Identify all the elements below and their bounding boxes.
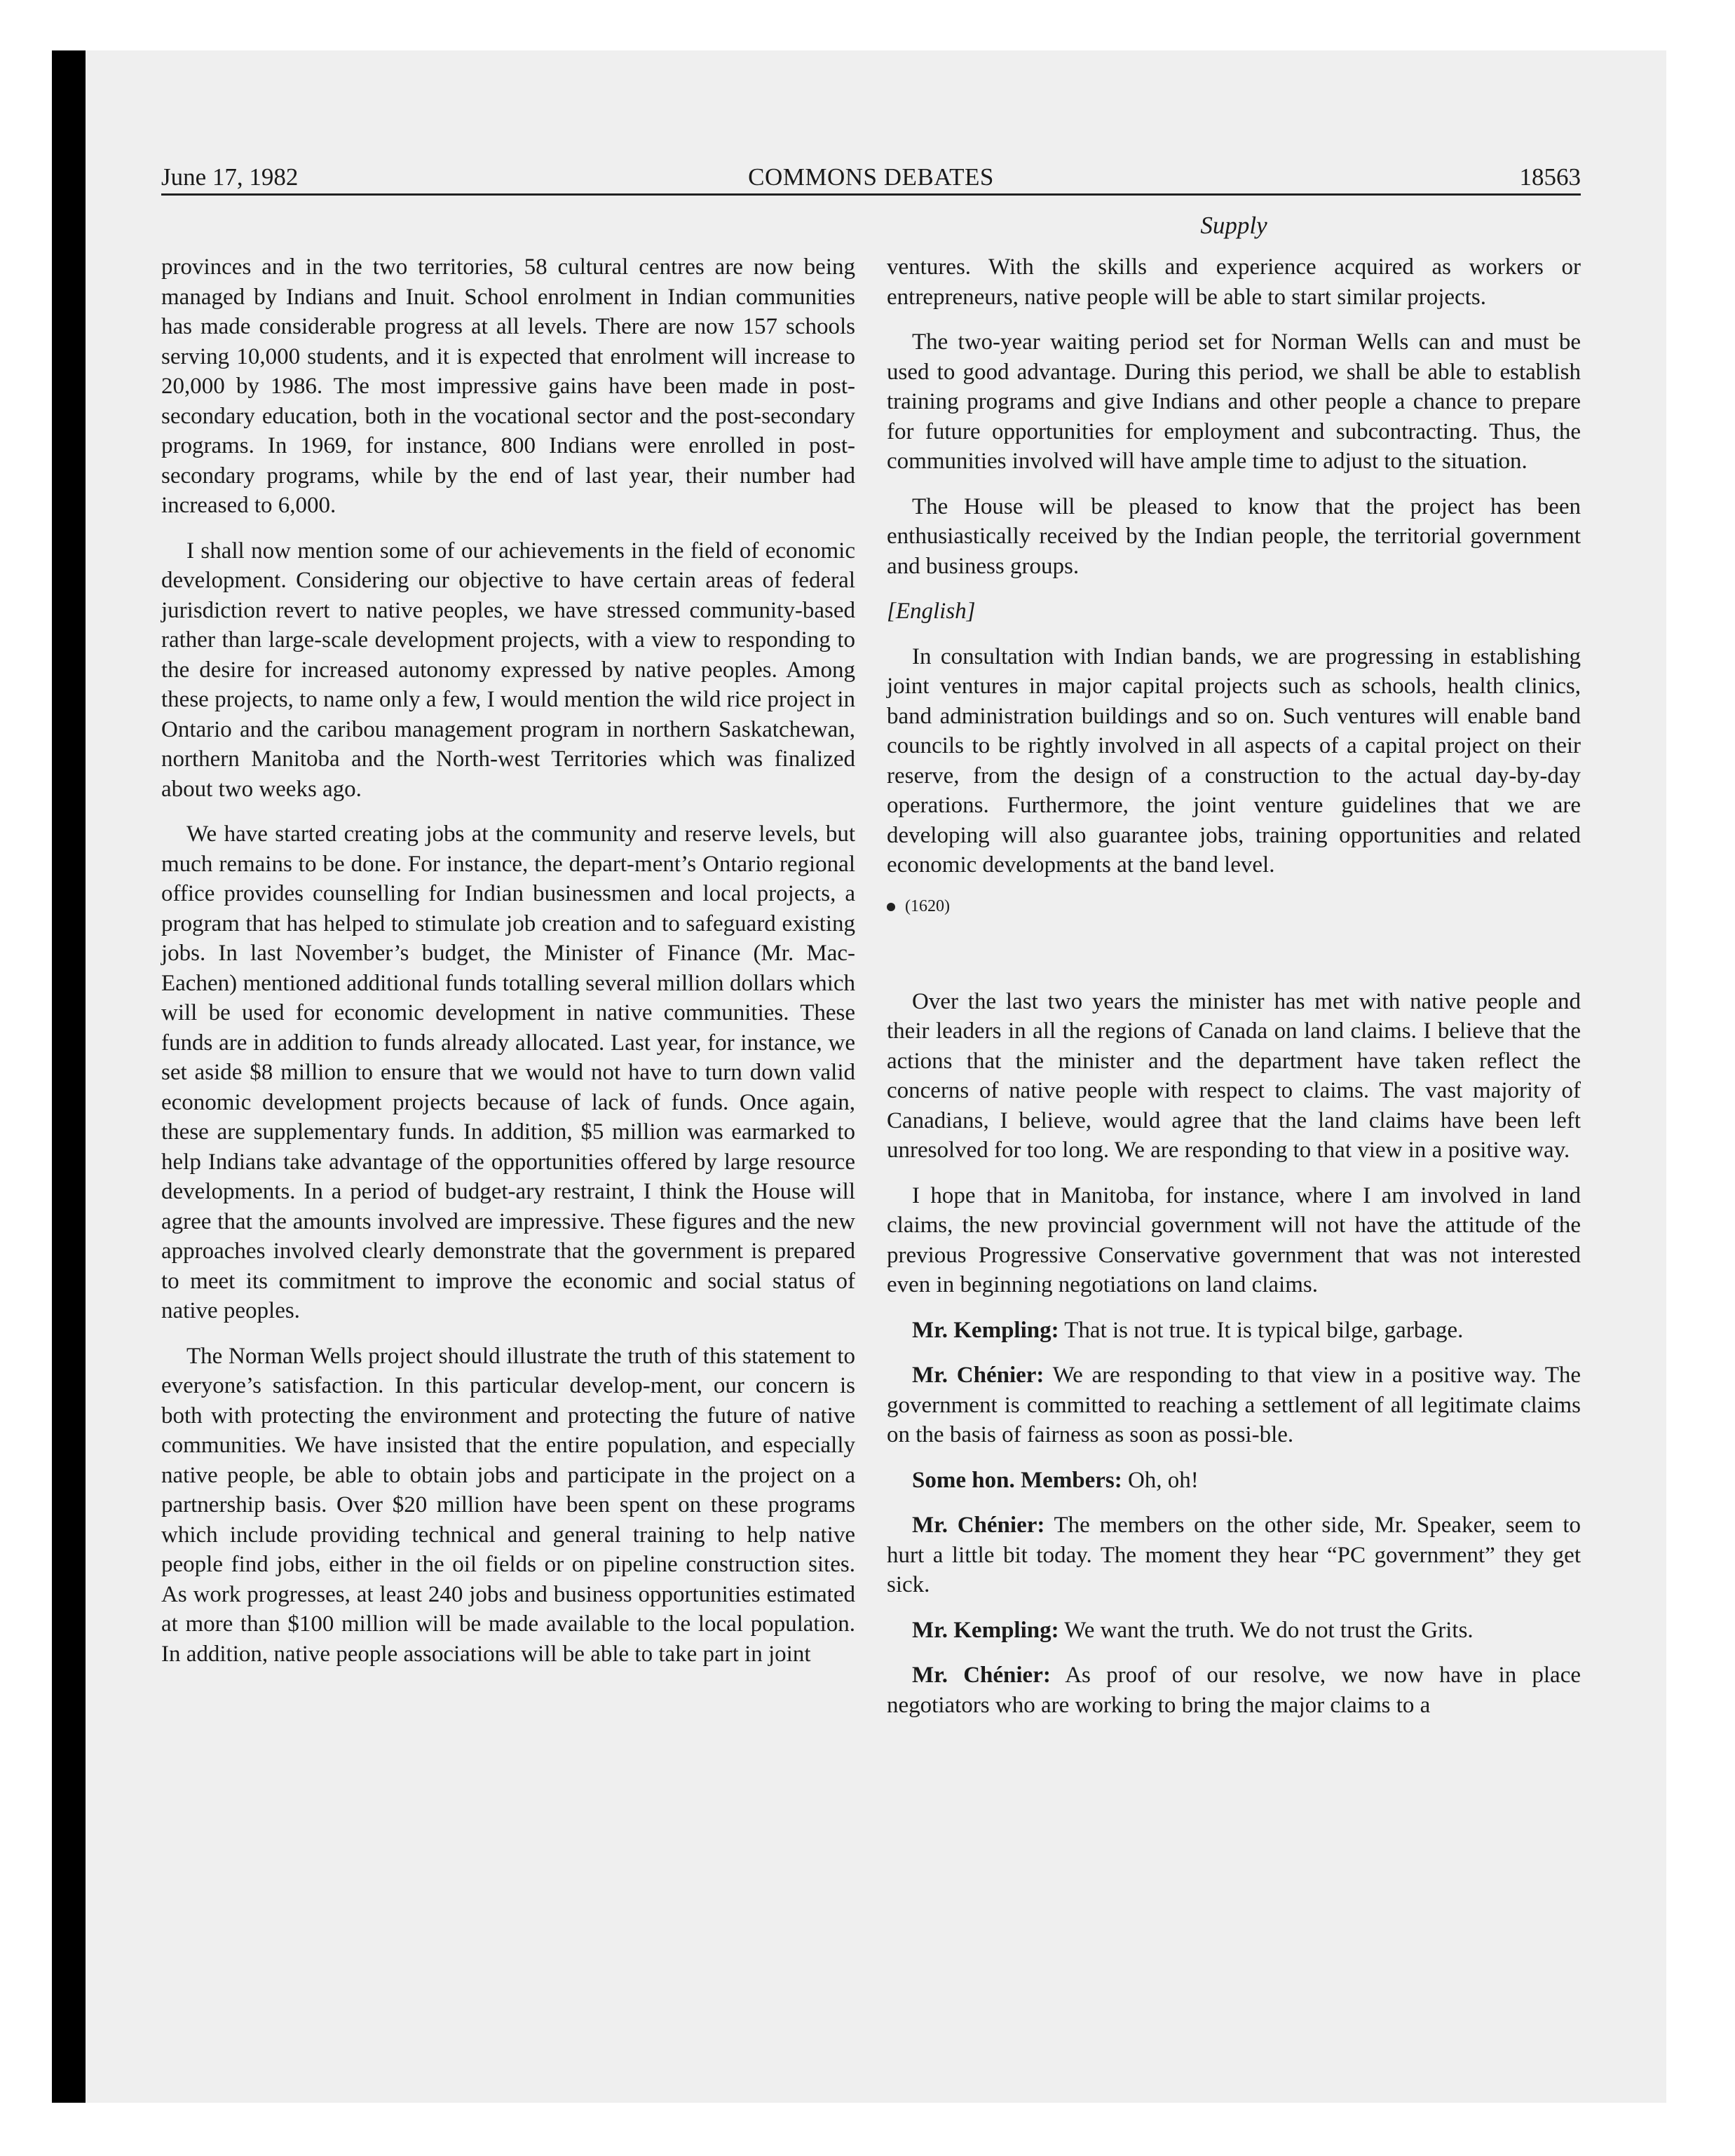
section-title: Supply [1200, 212, 1267, 239]
paragraph: ventures. With the skills and experience acquired as workers or entrepreneurs, native people will be able to start similar projects. [887, 254, 1581, 310]
header-date: June 17, 1982 [161, 163, 299, 191]
speaker-name: Mr. Chénier: [912, 1663, 1051, 1688]
bullet-icon [887, 903, 895, 911]
speech [887, 1616, 1581, 1646]
paragraph: The two-year waiting period set for Norman Wells can and must be used to good advantage. During this period, we shall be able to establish training programs and give Indians and other people a chance to prepare for future opportunities for employment and subcontracting. Thus, the communities involved will have ample time to adjust to the situation. [887, 329, 1581, 474]
timestamp-marker [887, 896, 1581, 917]
speech [887, 1360, 1581, 1450]
speaker-name: Mr. Kempling: [912, 1317, 1059, 1343]
paragraph: I hope that in Manitoba, for instance, where I am involved in land claims, the new provincial government will not have the attitude of the previous Progressive Conservative government that was not interested even in beginning negotiations on land claims. [887, 1182, 1581, 1297]
timestamp: (1620) [905, 896, 950, 915]
paragraph: Over the last two years the minister has met with native people and their leaders in all the regions of Canada on land claims. I believe that the actions that the minister and the department have taken reflect the concerns of native people with respect to claims. The vast majority of Canadians, I believe, would agree that the land claims have been left unresolved for too long. We are responding to that view in a positive way. [887, 988, 1581, 1163]
right-column [887, 252, 1581, 1735]
speech [887, 1316, 1581, 1346]
speaker-name: Mr. Chénier: [912, 1513, 1045, 1538]
speaker-name: Mr. Chénier: [912, 1363, 1045, 1388]
paragraph: provinces and in the two territories, 58 cultural centres are now being managed by Indians and Inuit. School enrolment in Indian communities has made considerable progress at all levels. There are now 157 schools serving 10,000 students, and it is expected that enrolment will increase to 20,000 by 1986. The most impressive gains have been made in post-secondary education, both in the vocational sector and the post-secondary programs. In 1969, for instance, 800 Indians were enrolled in post-secondary programs, while by the end of last year, their number had increased to 6,000. [161, 254, 855, 518]
language-tag: [English] [887, 599, 976, 624]
speech-text: The members on the other side, Mr. Speaker, seem to hurt a little bit today. The moment they hear “PC government” they get sick. [887, 1513, 1581, 1597]
speech-text: As proof of our resolve, we now have in place negotiators who are working to bring the major claims to a [887, 1663, 1581, 1718]
header-publication: COMMONS DEBATES [748, 163, 994, 191]
speech-text: We want the truth. We do not trust the Grits. [1064, 1617, 1474, 1643]
speech-text: That is not true. It is typical bilge, garbage. [1064, 1317, 1464, 1343]
speaker-name: Some hon. Members: [912, 1467, 1122, 1493]
header-page-number: 18563 [1519, 163, 1581, 191]
running-header [161, 161, 1581, 196]
paragraph: In consultation with Indian bands, we are progressing in establishing joint ventures in major capital projects such as schools, health clinics, band administration buildings and so on. Such ventures will enable band councils to be rightly involved in all aspects of a capital project on their reserve, from the design of a construction to the actual day-by-day operations. Furthermore, the joint venture guidelines that we are developing will also guarantee jobs, training opportunities and related economic developments at the band level. [887, 643, 1581, 878]
speech [887, 1660, 1581, 1720]
left-column [161, 252, 855, 1684]
paragraph: We have started creating jobs at the community and reserve levels, but much remains to be done. For instance, the depart-ment’s Ontario regional office provides counselling for Indian businessmen and local projects, a program that has helped to stimulate job creation and to safeguard existing jobs. In last November’s budget, the Minister of Finance (Mr. Mac-Eachen) mentioned additional funds totalling several million dollars which will be used for economic development in native communities. These funds are in addition to funds already allocated. Last year, for instance, we set aside $8 million to ensure that we would not have to turn down valid economic development projects because of lack of funds. Once again, these are supplementary funds. In addition, $5 million was earmarked to help Indians take advantage of the opportunities offered by large resource developments. In a period of budget-ary restraint, I think the House will agree that the amounts involved are impressive. These figures and the new approaches involved clearly demonstrate that the government is prepared to meet its commitment to improve the economic and social status of native peoples. [161, 821, 855, 1323]
speech [887, 1510, 1581, 1600]
speech-text: We are responding to that view in a positive way. The government is committed to reaching a settlement of all legitimate claims on the basis of fairness as soon as possi-ble. [887, 1363, 1581, 1447]
paragraph: I shall now mention some of our achievements in the field of economic development. Considering our objective to have certain areas of federal jurisdiction revert to native peoples, we have stressed community-based rather than large-scale development projects, with a view to responding to the desire for increased autonomy expressed by native peoples. Among these projects, to name only a few, I would mention the wild rice project in Ontario and the caribou management program in northern Saskatchewan, northern Manitoba and the North-west Territories which was finalized about two weeks ago. [161, 538, 855, 802]
scan-edge-bar [52, 50, 86, 2103]
speech-text: Oh, oh! [1127, 1467, 1199, 1493]
speaker-name: Mr. Kempling: [912, 1617, 1059, 1643]
speech [887, 1466, 1581, 1496]
paragraph: The House will be pleased to know that the project has been enthusiastically received by the Indian people, the territorial government and business groups. [887, 493, 1581, 579]
paragraph: The Norman Wells project should illustrate the truth of this statement to everyone’s satisfaction. In this particular develop-ment, our concern is both with protecting the environment and protecting the future of native communities. We have insisted that the entire population, and especially native people, be able to obtain jobs and participate in the project on a partnership basis. Over $20 million have been spent on these programs which include providing technical and general training to help native people find jobs, either in the oil fields or on pipeline construction sites. As work progresses, at least 240 jobs and business opportunities estimated at more than $100 million will be made available to the local population. In addition, native people associations will be able to take part in joint [161, 1343, 855, 1667]
